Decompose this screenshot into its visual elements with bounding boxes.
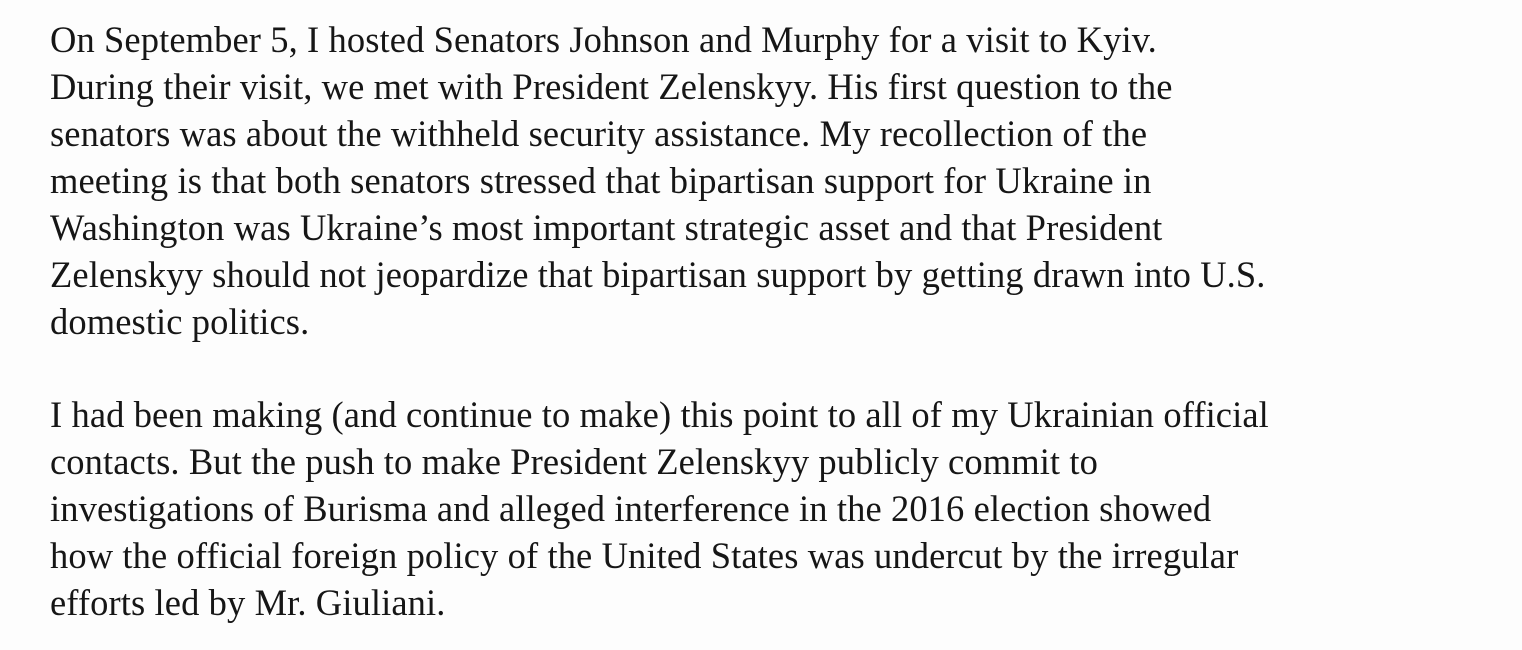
text-line: Zelenskyy should not jeopardize that bipartisan support by getting drawn into U.S. — [50, 254, 1266, 295]
text-line: During their visit, we met with President Zelenskyy. His first question to the — [50, 66, 1173, 107]
text-line: On September 5, I hosted Senators Johnson and Murphy for a visit to Kyiv. — [50, 19, 1157, 60]
document-text — [50, 16, 1490, 626]
text-line: meeting is that both senators stressed that bipartisan support for Ukraine in — [50, 160, 1152, 201]
text-line: investigations of Burisma and alleged interference in the 2016 election showed — [50, 488, 1212, 529]
paragraph-2 — [50, 391, 1490, 626]
text-line: domestic politics. — [50, 301, 310, 342]
text-line: I had been making (and continue to make) this point to all of my Ukrainian official — [50, 394, 1269, 435]
text-line: efforts led by Mr. Giuliani. — [50, 582, 446, 623]
text-line: contacts. But the push to make President Zelenskyy publicly commit to — [50, 441, 1098, 482]
paragraph-1 — [50, 16, 1490, 345]
text-line: how the official foreign policy of the United States was undercut by the irregular — [50, 535, 1239, 576]
text-line: senators was about the withheld security assistance. My recollection of the — [50, 113, 1148, 154]
text-line: Washington was Ukraine’s most important strategic asset and that President — [50, 207, 1163, 248]
